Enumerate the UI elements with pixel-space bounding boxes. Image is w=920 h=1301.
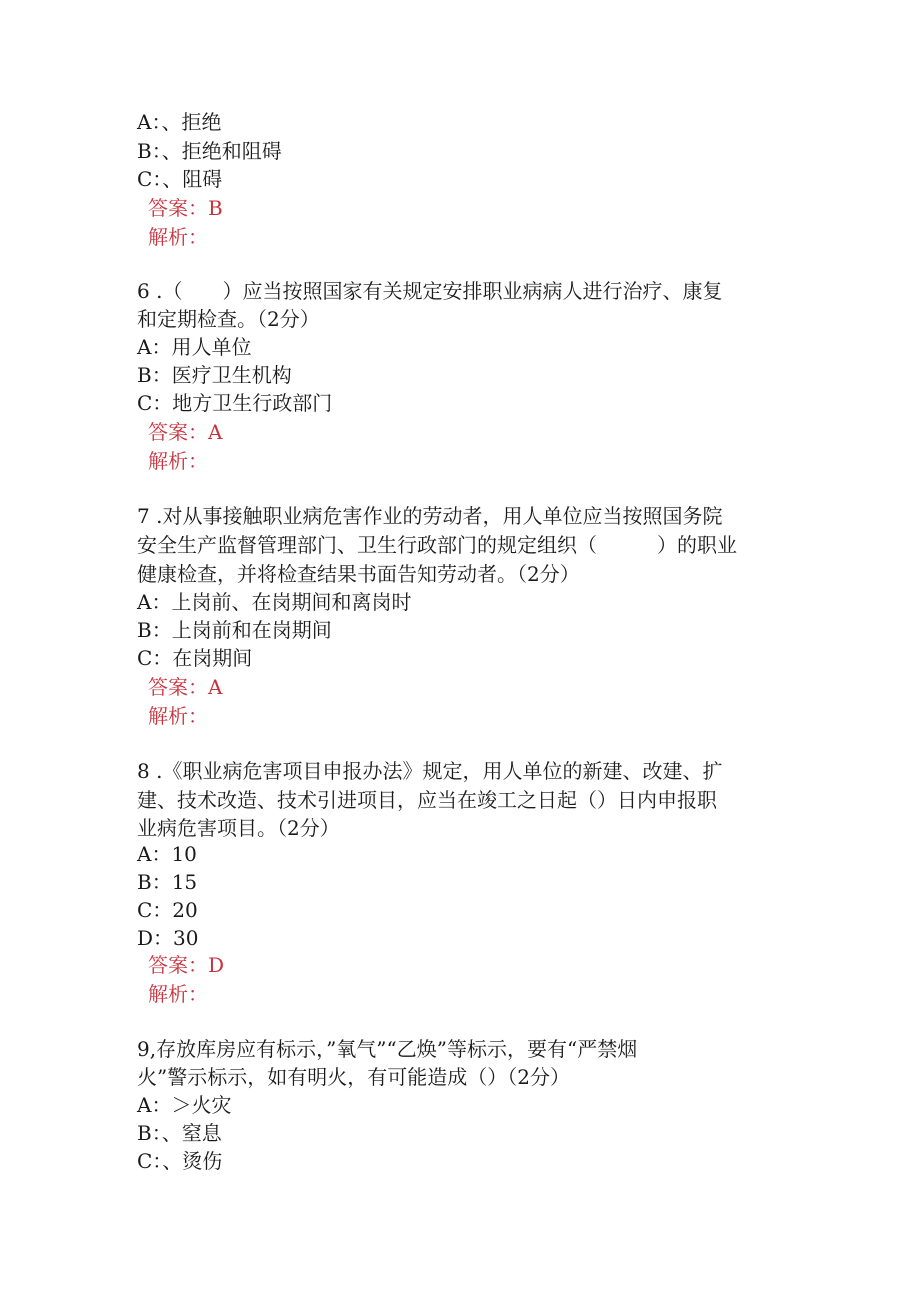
- q8-stem-line-1: 8 .《职业病危害项目申报办法》规定，用人单位的新建、改建、扩: [137, 759, 723, 783]
- q8-stem-line-2: 建、技术改造、技术引进项目，应当在竣工之日起（）日内申报职: [137, 788, 717, 812]
- q8-analysis: 解析：: [148, 982, 208, 1006]
- q5-option-b: B：、拒绝和阻碍: [137, 139, 282, 163]
- q6-option-c: C：地方卫生行政部门: [137, 391, 333, 415]
- q5-option-c: C：、阻碍: [137, 167, 223, 191]
- q6-stem-line-1: 6 .（ ）应当按照国家有关规定安排职业病病人进行治疗、康复: [137, 279, 723, 303]
- q9-stem-line-1: 9,存放库房应有标示，”氧气”“乙焕”等标示，要有“严禁烟: [137, 1037, 638, 1061]
- q5-answer: 答案：B: [148, 196, 223, 220]
- q7-stem-line-2: 安全生产监督管理部门、卫生行政部门的规定组织（ ）的职业: [137, 533, 737, 557]
- q9-option-c: C：、烫伤: [137, 1149, 223, 1173]
- q8-option-d: D：30: [137, 926, 199, 950]
- q8-stem-line-3: 业病危害项目。（2分）: [137, 816, 340, 840]
- q6-option-a: A：用人单位: [137, 335, 252, 359]
- q7-stem-line-1: 7 .对从事接触职业病危害作业的劳动者，用人单位应当按照国务院: [137, 504, 723, 528]
- q6-option-b: B：医疗卫生机构: [137, 363, 292, 387]
- q8-answer: 答案：D: [148, 953, 225, 977]
- q7-answer: 答案：A: [148, 675, 223, 699]
- q6-answer: 答案：A: [148, 420, 223, 444]
- q5-analysis: 解析：: [148, 225, 208, 249]
- q8-option-a: A：10: [137, 842, 197, 866]
- q7-option-b: B：上岗前和在岗期间: [137, 618, 332, 642]
- q6-analysis: 解析：: [148, 449, 208, 473]
- q9-option-a: A：＞火灾: [137, 1093, 232, 1117]
- q9-stem-line-2: 火”警示标示，如有明火，有可能造成（）（2分）: [137, 1065, 570, 1089]
- q8-option-c: C：20: [137, 898, 198, 922]
- q7-stem-line-3: 健康检查，并将检查结果书面告知劳动者。（2分）: [137, 562, 580, 586]
- q7-option-a: A：上岗前、在岗期间和离岗时: [137, 590, 412, 614]
- q8-option-b: B：15: [137, 870, 198, 894]
- q9-option-b: B：、窒息: [137, 1121, 222, 1145]
- q5-option-a: A：、拒绝: [137, 110, 222, 134]
- q6-stem-line-2: 和定期检查。（2分）: [137, 307, 320, 331]
- q7-option-c: C：在岗期间: [137, 646, 253, 670]
- q7-analysis: 解析：: [148, 704, 208, 728]
